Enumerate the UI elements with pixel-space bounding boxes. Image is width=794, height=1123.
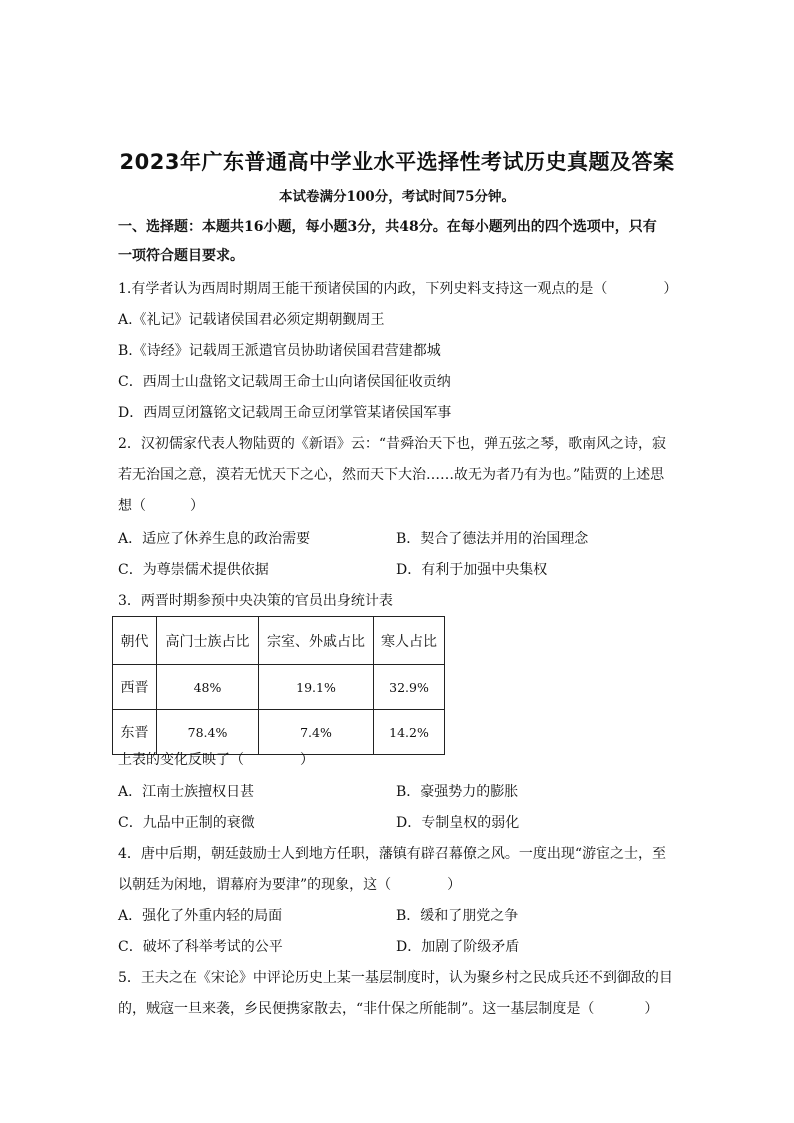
question-4-option-d[interactable]: D．加剧了阶级矛盾: [396, 939, 520, 955]
question-1-option-a[interactable]: A.《礼记》记载诸侯国君必须定期朝觐周王: [118, 312, 385, 328]
page-title: 2023年广东普通高中学业水平选择性考试历史真题及答案: [119, 150, 675, 174]
question-2-option-a[interactable]: A．适应了休养生息的政治需要: [118, 531, 311, 547]
question-1-stem: 1.有学者认为西周时期周王能干预诸侯国的内政，下列史料支持这一观点的是（ ）: [118, 281, 678, 297]
question-4-option-c[interactable]: C．破坏了科举考试的公平: [118, 939, 283, 955]
question-5-stem-line2: 的，贼寇一旦来袭，乡民便携家散去，“非什保之所能制”。这一基层制度是（ ）: [118, 1001, 659, 1017]
table-cell: 14.2%: [374, 710, 445, 755]
question-2-option-c[interactable]: C．为尊崇儒术提供依据: [118, 562, 269, 578]
table-header-cell: 宗室、外戚占比: [259, 617, 374, 665]
table-header-row: [113, 617, 445, 665]
question-2-stem-line1: 2．汉初儒家代表人物陆贾的《新语》云：“昔舜治天下也，弹五弦之琴，歌南风之诗，寂: [118, 436, 667, 452]
question-2-option-d[interactable]: D．有利于加强中央集权: [396, 562, 548, 578]
table-cell: 32.9%: [374, 665, 445, 710]
table-cell: 78.4%: [157, 710, 259, 755]
table-cell: 西晋: [113, 665, 157, 710]
question-3-option-b[interactable]: B．豪强势力的膨胀: [396, 784, 519, 800]
question-2-option-b[interactable]: B．契合了德法并用的治国理念: [396, 531, 589, 547]
question-3-option-a[interactable]: A．江南士族擅权日甚: [118, 784, 255, 800]
exam-instructions: 本试卷满分100分，考试时间75分钟。: [279, 189, 515, 205]
officials-origin-table: [112, 616, 445, 755]
table-cell: 48%: [157, 665, 259, 710]
question-4-stem-line2: 以朝廷为闲地，谓幕府为要津”的现象，这（ ）: [118, 877, 462, 893]
section-heading-line2: 一项符合题目要求。: [118, 248, 244, 264]
question-5-stem-line1: 5．王夫之在《宋论》中评论历史上某一基层制度时，认为聚乡村之民成兵还不到御敌的目: [118, 970, 673, 986]
question-3-prompt: 上表的变化反映了（ ）: [118, 752, 314, 768]
question-1-option-b[interactable]: B.《诗经》记载周王派遣官员协助诸侯国君营建都城: [118, 343, 441, 359]
table-header-cell: 朝代: [113, 617, 157, 665]
question-4-option-a[interactable]: A．强化了外重内轻的局面: [118, 908, 283, 924]
question-1-option-c[interactable]: C．西周士山盘铭文记载周王命士山向诸侯国征收贡纳: [118, 374, 451, 390]
question-4-stem-line1: 4．唐中后期，朝廷鼓励士人到地方任职，藩镇有辟召幕僚之风。一度出现“游宦之士，至: [118, 846, 667, 862]
question-4-option-b[interactable]: B．缓和了朋党之争: [396, 908, 519, 924]
table-header-cell: 高门士族占比: [157, 617, 259, 665]
question-3-option-d[interactable]: D．专制皇权的弱化: [396, 815, 520, 831]
table-header-cell: 寒人占比: [374, 617, 445, 665]
question-1-option-d[interactable]: D．西周豆闭簋铭文记载周王命豆闭掌管某诸侯国军事: [118, 405, 452, 421]
question-3-stem: 3．两晋时期参预中央决策的官员出身统计表: [118, 593, 393, 609]
table-cell: 19.1%: [259, 665, 374, 710]
table-cell: 东晋: [113, 710, 157, 755]
section-heading-line1: 一、选择题：本题共16小题，每小题3分，共48分。在每小题列出的四个选项中，只有: [118, 219, 657, 235]
table-cell: 7.4%: [259, 710, 374, 755]
table-row: [113, 665, 445, 710]
question-2-stem-line3: 想（ ）: [118, 498, 204, 514]
question-2-stem-line2: 若无治国之意，漠若无忧天下之心，然而天下大治……故无为者乃有为也。”陆贾的上述思: [118, 467, 665, 483]
question-3-option-c[interactable]: C．九品中正制的衰微: [118, 815, 255, 831]
table-row: [113, 710, 445, 755]
